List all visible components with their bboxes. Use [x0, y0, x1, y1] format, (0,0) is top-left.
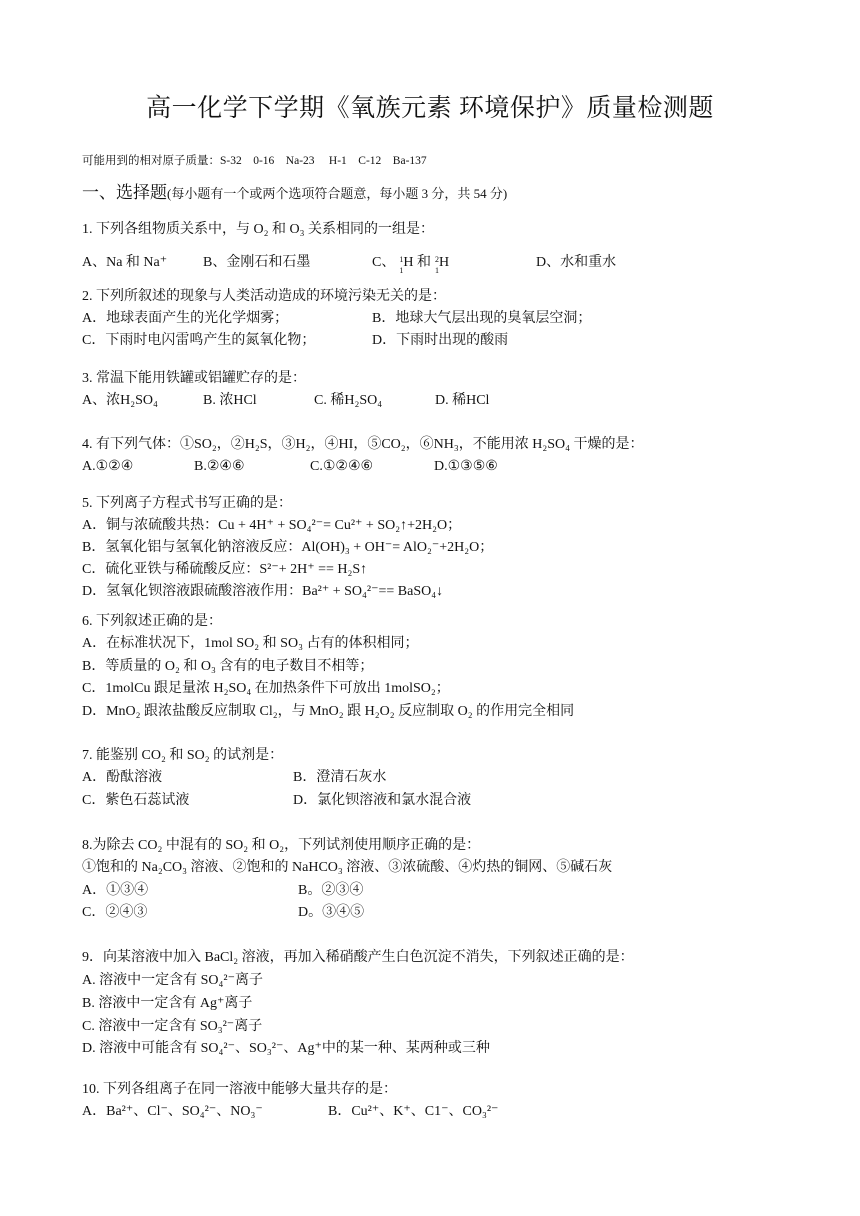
question-4-stem: 4. 有下列气体：①SO₂，②H₂S，③H₂，④HI，⑤CO₂，⑥NH₃，不能用浓 H₂SO₄ 干燥的是：: [82, 437, 644, 452]
isotope-notation-2: [431, 254, 439, 275]
question-5-option-d: D．氢氧化钡溶液跟硫酸溶液作用：Ba²⁺ + SO₄²⁻== BaSO₄↓: [82, 584, 444, 599]
atomic-number: 1: [399, 266, 404, 275]
mass-number: 1: [399, 255, 404, 264]
mass-number: 2: [434, 255, 439, 264]
question-8-reagents: ①饱和的 Na₂CO₃ 溶液、②饱和的 NaHCO₃ 溶液、③浓硫酸、④灼热的铜网、⑤碱石灰: [82, 860, 613, 875]
question-6-option-a: A．在标准状况下，1mol SO₂ 和 SO₃ 占有的体积相同；: [82, 636, 419, 651]
option-c: C.①②④⑥: [310, 459, 374, 474]
option-d: D．下雨时出现的酸雨: [372, 333, 509, 348]
question-5-option-a: A．铜与浓硫酸共热：Cu + 4H⁺ + SO₄²⁻= Cu²⁺ + SO₂↑+2H₂O；: [82, 518, 462, 533]
option-d: D. 稀HCl: [435, 393, 490, 408]
option-c-h2: H: [438, 255, 450, 270]
option-a: A、Na 和 Na⁺: [82, 255, 168, 270]
question-10-stem: 10. 下列各组离子在同一溶液中能够大量共存的是：: [82, 1082, 397, 1097]
option-c-h1: H 和: [403, 255, 431, 270]
question-9-option-d: D. 溶液中可能含有 SO₄²⁻、SO₃²⁻、Ag⁺中的某一种、某两种或三种: [82, 1041, 490, 1056]
atomic-masses: 可能用到的相对原子质量：S-32 0-16 Na-23 H-1 C-12 Ba-137: [82, 155, 427, 167]
option-c: C．紫色石蕊试液: [82, 793, 190, 808]
option-a: A、浓H₂SO₄: [82, 393, 158, 408]
option-c: C．下雨时电闪雷鸣产生的氮氧化物；: [82, 333, 316, 348]
option-d: D.①③⑤⑥: [434, 459, 498, 474]
option-c: C. 稀H₂SO₄: [314, 393, 383, 408]
question-9-option-a: A. 溶液中一定含有 SO₄²⁻离子: [82, 973, 263, 988]
option-a: A．酚酞溶液: [82, 770, 163, 785]
question-5-option-c: C．硫化亚铁与稀硫酸反应：S²⁻+ 2H⁺ == H₂S↑: [82, 562, 368, 577]
question-3-stem: 3. 常温下能用铁罐或铝罐贮存的是：: [82, 371, 306, 386]
question-8-stem: 8.为除去 CO₂ 中混有的 SO₂ 和 O₂，下列试剂使用顺序正确的是：: [82, 838, 481, 853]
question-2-stem: 2. 下列所叙述的现象与人类活动造成的环境污染无关的是：: [82, 289, 446, 304]
option-a: A.①②④: [82, 459, 134, 474]
option-d: D．氯化钡溶液和氯水混合液: [293, 793, 472, 808]
question-6-stem: 6. 下列叙述正确的是：: [82, 614, 222, 629]
option-c-prefix: C、: [372, 255, 396, 270]
question-5-stem: 5. 下列离子方程式书写正确的是：: [82, 496, 292, 511]
option-b: B.②④⑥: [194, 459, 245, 474]
question-1-stem: 1. 下列各组物质关系中，与 O₂ 和 O₃ 关系相同的一组是：: [82, 222, 434, 237]
atomic-number: 1: [434, 266, 439, 275]
option-c: [372, 254, 450, 275]
question-7-stem: 7. 能鉴别 CO₂ 和 SO₂ 的试剂是：: [82, 748, 284, 763]
isotope-notation-1: [395, 254, 404, 275]
option-a: A．地球表面产生的光化学烟雾；: [82, 311, 289, 326]
option-b: B. 浓HCl: [203, 393, 257, 408]
question-5-option-b: B．氢氧化铝与氢氧化钠溶液反应：Al(OH)₃ + OH⁻= AlO₂⁻+2H₂O；: [82, 540, 494, 555]
option-d: D、水和重水: [536, 255, 617, 270]
option-c: C．②④③: [82, 905, 148, 920]
section-note: (每小题有一个或两个选项符合题意，每小题 3 分，共 54 分): [167, 186, 508, 201]
option-a: A．Ba²⁺、Cl⁻、SO₄²⁻、NO₃⁻: [82, 1104, 263, 1119]
option-b: B．澄清石灰水: [293, 770, 387, 785]
question-9-option-b: B. 溶液中一定含有 Ag⁺离子: [82, 996, 253, 1011]
option-b: B．Cu²⁺、K⁺、C1⁻、CO₃²⁻: [328, 1104, 499, 1119]
page-title: 高一化学下学期《氧族元素 环境保护》质量检测题: [146, 95, 714, 122]
option-a: A．①③④: [82, 883, 149, 898]
option-b: B、金刚石和石墨: [203, 255, 311, 270]
question-9-stem: 9．向某溶液中加入 BaCl₂ 溶液，再加入稀硝酸产生白色沉淀不消失，下列叙述正确的是：: [82, 950, 634, 965]
option-d: D。③④⑤: [298, 905, 365, 920]
section-heading: [82, 184, 507, 203]
question-6-option-b: B．等质量的 O₂ 和 O₃ 含有的电子数目不相等；: [82, 659, 374, 674]
option-b: B．地球大气层出现的臭氧层空洞；: [372, 311, 592, 326]
section-title: 一、选择题: [82, 183, 167, 202]
question-6-option-c: C．1molCu 跟足量浓 H₂SO₄ 在加热条件下可放出 1molSO₂；: [82, 681, 450, 696]
option-b: B。②③④: [298, 883, 364, 898]
question-6-option-d: D．MnO₂ 跟浓盐酸反应制取 Cl₂，与 MnO₂ 跟 H₂O₂ 反应制取 O₂ 的作用完全相同: [82, 704, 575, 719]
question-9-option-c: C. 溶液中一定含有 SO₃²⁻离子: [82, 1019, 263, 1034]
